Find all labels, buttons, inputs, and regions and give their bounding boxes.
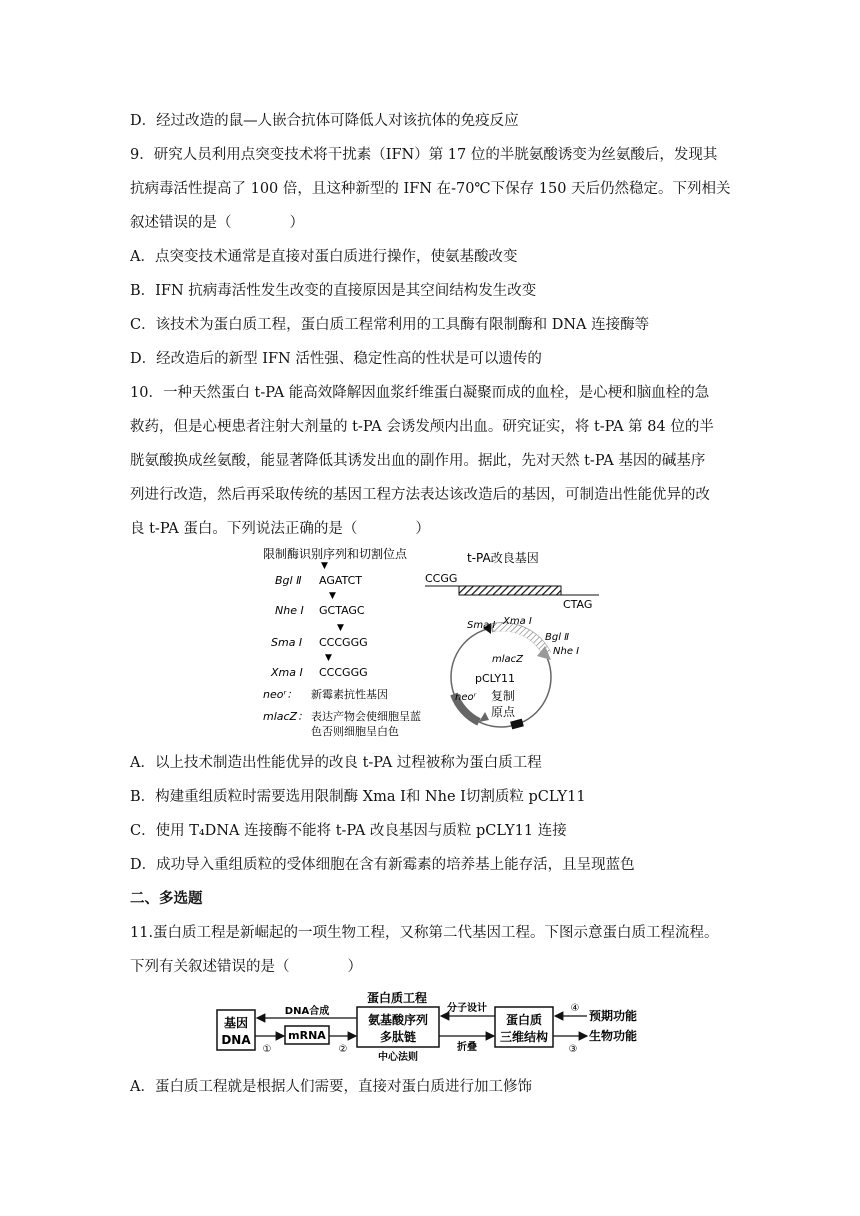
q11-option-a: A．蛋白质工程就是根据人们需要，直接对蛋白质进行加工修饰 xyxy=(130,1079,532,1095)
label-folding: 折叠 xyxy=(457,1042,477,1053)
q11-stem-line1: 11.蛋白质工程是新崛起的一项生物工程，又称第二代基因工程。下图示意蛋白质工程流程。 xyxy=(130,925,719,941)
mlacz-description-line2: 色否则细胞呈白色 xyxy=(311,725,399,738)
center-dogma-label: 中心法则 xyxy=(378,1052,418,1062)
enzyme-seq-bglii: AGATCT xyxy=(319,574,363,587)
q10-stem-line5: 良 t-PA 蛋白。下列说法正确的是（ ） xyxy=(130,521,430,537)
section-multiple-choice-heading: 二、多选题 xyxy=(130,891,203,907)
box-gene-dna-line2: DNA xyxy=(221,1033,251,1047)
protein-engineering-flowchart xyxy=(215,990,655,1062)
site-label-xmai: Xma Ⅰ xyxy=(503,616,532,627)
enzyme-name-xmai: Xma Ⅰ xyxy=(271,666,303,679)
q10-option-d: D．成功导入重组质粒的受体细胞在含有新霉素的培养基上能存活，且呈现蓝色 xyxy=(130,857,635,873)
cut-marker-icon: ▼ xyxy=(329,591,336,601)
enzyme-table-title: 限制酶识别序列和切割位点 xyxy=(263,547,408,561)
enzyme-name-bglii: Bgl Ⅱ xyxy=(275,574,302,587)
box-mrna-label: mRNA xyxy=(288,1029,326,1042)
plasmid-name: pCLY11 xyxy=(475,672,516,685)
origin-label-line2: 原点 xyxy=(491,705,516,719)
enzyme-name-nhei: Nhe Ⅰ xyxy=(275,604,304,617)
step-number-4: ④ xyxy=(570,1003,580,1014)
gene-title: t-PA改良基因 xyxy=(467,551,539,565)
cut-marker-icon: ▼ xyxy=(325,653,332,663)
neo-arrowhead-icon xyxy=(479,712,489,722)
label-dna-synthesis: DNA合成 xyxy=(284,1006,330,1017)
origin-label-line1: 复制 xyxy=(491,689,516,703)
box-center-line1: 氨基酸序列 xyxy=(367,1013,429,1027)
q9-stem-line1: 9．研究人员利用点突变技术将干扰素（IFN）第 17 位的半胱氨酸诱变为丝氨酸后，发现其 xyxy=(130,147,718,163)
q10-stem-line3: 胱氨酸换成丝氨酸，能显著降低其诱发出血的副作用。据此，先对天然 t-PA 基因的碱基序 xyxy=(130,453,706,469)
q8-option-d: D．经过改造的鼠—人嵌合抗体可降低人对该抗体的免疫反应 xyxy=(130,113,519,129)
box-center-line2: 多肽链 xyxy=(379,1030,417,1044)
enzyme-seq-smai: CCCGGG xyxy=(319,636,368,649)
step-number-3: ③ xyxy=(568,1044,578,1055)
gene-right-sticky-end: CTAG xyxy=(563,598,593,611)
center-title: 蛋白质工程 xyxy=(366,991,428,1005)
q9-stem-line2: 抗病毒活性提高了 100 倍，且这种新型的 IFN 在-70℃下保存 150 天后仍然稳定。下列相关 xyxy=(130,181,731,197)
q9-option-a: A．点突变技术通常是直接对蛋白质进行操作，使氨基酸改变 xyxy=(130,249,518,265)
enzyme-seq-xmai: CCCGGG xyxy=(319,666,368,679)
q9-stem-line3: 叙述错误的是（ ） xyxy=(130,215,304,231)
site-label-bglii: Bgl Ⅱ xyxy=(545,632,570,643)
q10-option-a: A．以上技术制造出性能优异的改良 t-PA 过程被称为蛋白质工程 xyxy=(130,755,542,771)
box-protein-line1: 蛋白质 xyxy=(505,1013,543,1027)
label-expected-function: 预期功能 xyxy=(589,1009,638,1023)
q10-option-b: B．构建重组质粒时需要选用限制酶 Xma Ⅰ和 Nhe Ⅰ切割质粒 pCLY11 xyxy=(130,789,586,805)
origin-block xyxy=(510,719,524,730)
step-number-1: ① xyxy=(262,1044,272,1055)
mlacz-ring-label: mlacZ xyxy=(492,654,523,665)
cut-marker-icon: ▼ xyxy=(337,623,344,633)
plasmid-figure xyxy=(255,542,625,742)
mlacz-description-line1: 表达产物会使细胞呈蓝 xyxy=(311,710,421,723)
q10-stem-line1: 10．一种天然蛋白 t-PA 能高效降解因血浆纤维蛋白凝聚而成的血栓，是心梗和脑血栓的急 xyxy=(130,385,710,401)
label-molecular-design: 分子设计 xyxy=(447,1003,487,1014)
enzyme-name-smai: Sma Ⅰ xyxy=(271,636,303,649)
q10-stem-line4: 列进行改造，然后再采取传统的基因工程方法表达该改造后的基因，可制造出性能优异的改 xyxy=(130,487,710,503)
neo-ring-label: neoʳ xyxy=(455,692,477,703)
q10-option-c: C．使用 T₄DNA 连接酶不能将 t-PA 改良基因与质粒 pCLY11 连接 xyxy=(130,823,567,839)
gene-left-sticky-end: CCGG xyxy=(425,572,458,585)
mlacz-label: mlacZ： xyxy=(263,710,309,723)
q9-option-d: D．经改造后的新型 IFN 活性强、稳定性高的性状是可以遗传的 xyxy=(130,351,542,367)
q9-option-b: B．IFN 抗病毒活性发生改变的直接原因是其空间结构发生改变 xyxy=(130,283,537,299)
neo-label: neoʳ： xyxy=(263,688,298,701)
q9-option-c: C．该技术为蛋白质工程，蛋白质工程常利用的工具酶有限制酶和 DNA 连接酶等 xyxy=(130,317,650,333)
site-label-nhei: Nhe Ⅰ xyxy=(553,646,580,657)
enzyme-seq-nhei: GCTAGC xyxy=(319,604,365,617)
tpa-gene-bar xyxy=(459,586,561,595)
label-biological-function: 生物功能 xyxy=(589,1029,638,1043)
box-protein-line2: 三维结构 xyxy=(499,1030,549,1044)
q10-stem-line2: 救药，但是心梗患者注射大剂量的 t-PA 会诱发颅内出血。研究证实，将 t-PA 第 84 位的半 xyxy=(130,419,714,435)
cut-marker-icon: ▼ xyxy=(321,561,328,571)
q11-stem-line2: 下列有关叙述错误的是（ ） xyxy=(130,959,362,975)
step-number-2: ② xyxy=(338,1044,348,1055)
site-label-smai: Sma Ⅰ xyxy=(467,620,496,631)
neo-description: 新霉素抗性基因 xyxy=(311,688,388,701)
box-gene-dna-line1: 基因 xyxy=(223,1016,249,1030)
